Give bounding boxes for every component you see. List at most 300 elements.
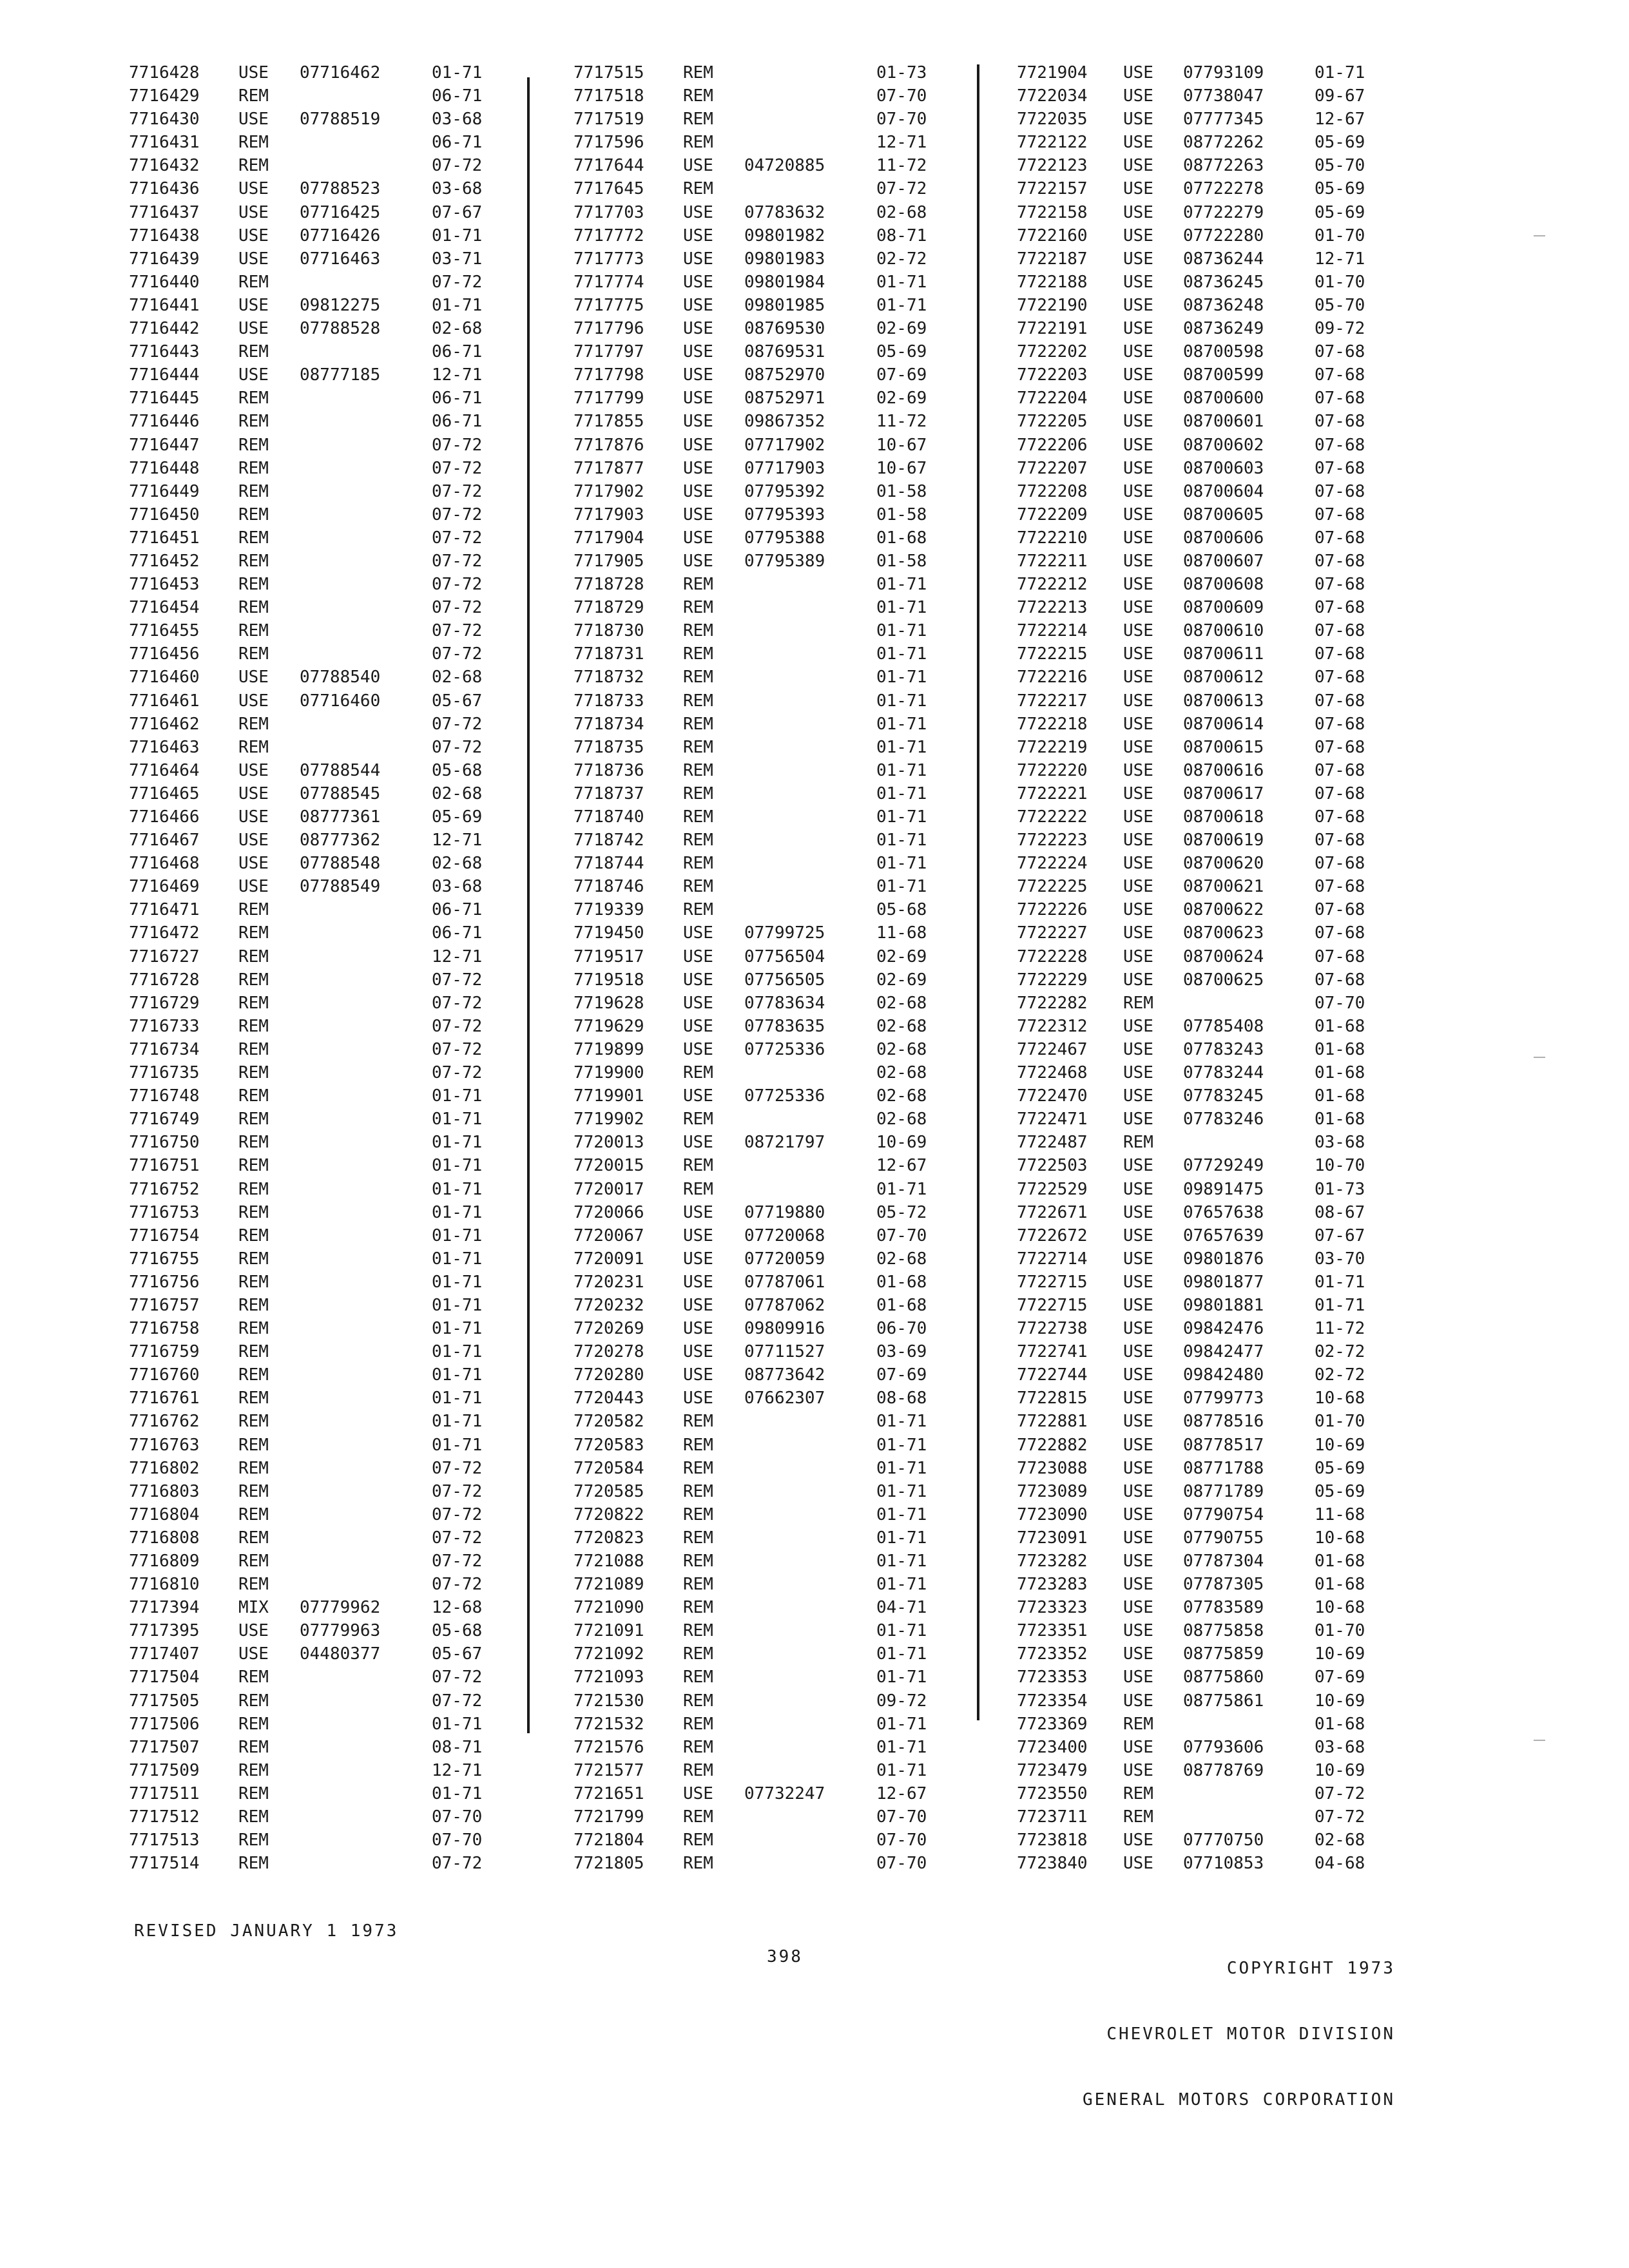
parts-row [129, 1526, 516, 1550]
action-code: USE [683, 1342, 713, 1362]
replacement-part-number: 07799773 [1183, 1389, 1264, 1408]
part-number: 7716438 [129, 226, 200, 245]
parts-row [1017, 1573, 1429, 1596]
parts-row [1017, 852, 1429, 875]
part-number: 7717799 [574, 389, 644, 408]
replacement-part-number: 07795388 [744, 528, 825, 548]
parts-row [1017, 1759, 1429, 1782]
effective-date: 03-68 [1315, 1737, 1365, 1757]
action-code: USE [683, 458, 713, 478]
effective-date: 01-71 [876, 691, 927, 711]
parts-row [574, 480, 960, 503]
part-number: 7718737 [574, 783, 644, 803]
replacement-part-number: 08777361 [300, 807, 381, 827]
effective-date: 09-72 [1315, 319, 1365, 339]
parts-row [129, 1271, 516, 1294]
part-number: 7723818 [1017, 1831, 1088, 1850]
part-number: 7719628 [574, 993, 644, 1013]
action-code: USE [1123, 1110, 1153, 1129]
parts-row [1017, 1596, 1429, 1619]
part-number: 7723351 [1017, 1621, 1088, 1641]
part-number: 7721530 [574, 1691, 644, 1711]
effective-date: 01-71 [1315, 63, 1365, 82]
replacement-part-number: 08700603 [1183, 458, 1264, 478]
part-number: 7717703 [574, 202, 644, 222]
effective-date: 01-71 [432, 1389, 483, 1408]
part-number: 7721576 [574, 1737, 644, 1757]
effective-date: 01-71 [876, 575, 927, 595]
effective-date: 12-71 [432, 831, 483, 850]
replacement-part-number: 08700599 [1183, 365, 1264, 385]
parts-row [129, 247, 516, 271]
parts-row [129, 480, 516, 503]
effective-date: 01-71 [876, 1179, 927, 1199]
part-number: 7716729 [129, 993, 200, 1013]
part-number: 7716442 [129, 319, 200, 339]
effective-date: 03-71 [432, 249, 483, 269]
part-number: 7718742 [574, 831, 644, 850]
part-number: 7722229 [1017, 970, 1088, 990]
part-number: 7716440 [129, 272, 200, 292]
effective-date: 06-71 [432, 342, 483, 362]
parts-row [129, 1317, 516, 1340]
part-number: 7722882 [1017, 1435, 1088, 1455]
replacement-part-number: 07716462 [300, 63, 381, 82]
effective-date: 07-68 [1315, 644, 1365, 664]
action-code: USE [1123, 1435, 1153, 1455]
action-code: USE [1123, 1598, 1153, 1618]
replacement-part-number: 07716426 [300, 226, 381, 245]
effective-date: 01-70 [1315, 272, 1365, 292]
effective-date: 07-72 [432, 993, 483, 1013]
part-number: 7722738 [1017, 1319, 1088, 1339]
part-number: 7720269 [574, 1319, 644, 1339]
effective-date: 01-71 [876, 831, 927, 850]
effective-date: 01-58 [876, 481, 927, 501]
parts-row [1017, 271, 1429, 294]
parts-row [1017, 1108, 1429, 1131]
part-number: 7721804 [574, 1831, 644, 1850]
effective-date: 01-71 [876, 737, 927, 757]
effective-date: 07-72 [432, 1552, 483, 1571]
action-code: USE [683, 1016, 713, 1036]
parts-row [574, 1434, 960, 1457]
parts-row [129, 1061, 516, 1084]
parts-row [574, 224, 960, 247]
part-number: 7720822 [574, 1504, 644, 1524]
effective-date: 01-71 [876, 807, 927, 827]
part-number: 7719517 [574, 947, 644, 966]
part-number: 7717507 [129, 1737, 200, 1757]
part-number: 7720582 [574, 1412, 644, 1432]
action-code: REM [238, 86, 269, 106]
effective-date: 05-67 [432, 1644, 483, 1664]
action-code: USE [238, 760, 269, 780]
effective-date: 05-69 [1315, 179, 1365, 199]
part-number: 7717905 [574, 551, 644, 571]
part-number: 7723089 [1017, 1481, 1088, 1501]
effective-date: 09-72 [876, 1691, 927, 1711]
effective-date: 04-68 [1315, 1854, 1365, 1874]
effective-date: 01-71 [876, 295, 927, 315]
action-code: REM [238, 1552, 269, 1571]
replacement-part-number: 08700601 [1183, 412, 1264, 432]
parts-row [574, 1736, 960, 1759]
replacement-part-number: 07788528 [300, 319, 381, 339]
action-code: USE [683, 1086, 713, 1106]
effective-date: 01-71 [876, 272, 927, 292]
parts-row [1017, 1271, 1429, 1294]
replacement-part-number: 07783246 [1183, 1110, 1264, 1129]
effective-date: 02-68 [876, 1110, 927, 1129]
part-number: 7720585 [574, 1481, 644, 1501]
action-code: USE [683, 435, 713, 455]
action-code: USE [1123, 1179, 1153, 1199]
action-code: REM [683, 1481, 713, 1501]
replacement-part-number: 07788545 [300, 783, 381, 803]
action-code: USE [1123, 365, 1153, 385]
action-code: USE [1123, 1202, 1153, 1222]
parts-row [129, 1759, 516, 1782]
action-code: USE [1123, 1644, 1153, 1664]
part-number: 7716802 [129, 1458, 200, 1478]
action-code: USE [1123, 1458, 1153, 1478]
replacement-part-number: 08700624 [1183, 947, 1264, 966]
part-number: 7716448 [129, 458, 200, 478]
effective-date: 02-68 [876, 1086, 927, 1106]
action-code: REM [238, 1202, 269, 1222]
part-number: 7716808 [129, 1528, 200, 1548]
part-number: 7717644 [574, 156, 644, 176]
parts-row [129, 1805, 516, 1829]
action-code: USE [238, 365, 269, 385]
effective-date: 07-68 [1315, 737, 1365, 757]
action-code: REM [238, 1667, 269, 1687]
parts-row [129, 1852, 516, 1875]
part-number: 7722157 [1017, 179, 1088, 199]
part-number: 7716461 [129, 691, 200, 711]
effective-date: 01-71 [876, 1412, 927, 1432]
effective-date: 01-71 [876, 877, 927, 897]
action-code: REM [238, 435, 269, 455]
part-number: 7722188 [1017, 272, 1088, 292]
part-number: 7722715 [1017, 1295, 1088, 1315]
action-code: USE [1123, 923, 1153, 943]
parts-row [129, 1782, 516, 1805]
effective-date: 01-71 [432, 1156, 483, 1176]
action-code: USE [1123, 156, 1153, 176]
action-code: REM [683, 1644, 713, 1664]
action-code: USE [1123, 1016, 1153, 1036]
effective-date: 07-68 [1315, 365, 1365, 385]
action-code: USE [683, 1225, 713, 1245]
part-number: 7723353 [1017, 1667, 1088, 1687]
effective-date: 07-67 [432, 202, 483, 222]
parts-row [129, 759, 516, 782]
copyright-line: GENERAL MOTORS CORPORATION [1083, 2090, 1395, 2109]
parts-row [1017, 619, 1429, 642]
replacement-part-number: 07795393 [744, 505, 825, 524]
effective-date: 07-72 [432, 1039, 483, 1059]
action-code: REM [1123, 993, 1153, 1013]
part-number: 7718730 [574, 621, 644, 641]
part-number: 7716464 [129, 760, 200, 780]
action-code: USE [1123, 1272, 1153, 1292]
replacement-part-number: 07795389 [744, 551, 825, 571]
parts-row [129, 898, 516, 921]
effective-date: 01-71 [1315, 1295, 1365, 1315]
parts-row [574, 1340, 960, 1363]
replacement-part-number: 07793606 [1183, 1737, 1264, 1757]
parts-row [1017, 945, 1429, 968]
scan-mark [1534, 1057, 1545, 1058]
parts-row [574, 1131, 960, 1154]
replacement-part-number: 09842480 [1183, 1365, 1264, 1385]
replacement-part-number: 08700604 [1183, 481, 1264, 501]
part-number: 7716753 [129, 1202, 200, 1222]
parts-row [574, 84, 960, 108]
parts-row [129, 619, 516, 642]
parts-row [1017, 503, 1429, 526]
part-number: 7719902 [574, 1110, 644, 1129]
effective-date: 01-70 [1315, 1621, 1365, 1641]
action-code: USE [1123, 1412, 1153, 1432]
part-number: 7722203 [1017, 365, 1088, 385]
part-number: 7716809 [129, 1552, 200, 1571]
part-number: 7717645 [574, 179, 644, 199]
parts-row [574, 642, 960, 666]
part-number: 7716452 [129, 551, 200, 571]
effective-date: 07-68 [1315, 435, 1365, 455]
replacement-part-number: 07722279 [1183, 202, 1264, 222]
parts-row [574, 1038, 960, 1061]
part-number: 7720823 [574, 1528, 644, 1548]
action-code: REM [683, 691, 713, 711]
effective-date: 11-72 [1315, 1319, 1365, 1339]
parts-row [1017, 84, 1429, 108]
effective-date: 07-70 [876, 1831, 927, 1850]
part-number: 7717515 [574, 63, 644, 82]
action-code: REM [683, 1714, 713, 1734]
action-code: REM [683, 1598, 713, 1618]
action-code: REM [238, 1319, 269, 1339]
action-code: REM [238, 1272, 269, 1292]
part-number: 7722191 [1017, 319, 1088, 339]
part-number: 7716759 [129, 1342, 200, 1362]
part-number: 7716750 [129, 1133, 200, 1153]
parts-row [129, 1224, 516, 1247]
parts-row [574, 1363, 960, 1387]
page-number: 398 [767, 1947, 803, 1966]
action-code: REM [238, 1225, 269, 1245]
effective-date: 01-71 [432, 295, 483, 315]
parts-row [129, 177, 516, 200]
effective-date: 01-71 [432, 1086, 483, 1106]
part-number: 7722282 [1017, 993, 1088, 1013]
parts-row [129, 945, 516, 968]
effective-date: 07-72 [432, 1691, 483, 1711]
action-code: USE [1123, 412, 1153, 432]
action-code: REM [683, 1667, 713, 1687]
part-number: 7722209 [1017, 505, 1088, 524]
part-number: 7722471 [1017, 1110, 1088, 1129]
part-number: 7718736 [574, 760, 644, 780]
replacement-part-number: 07783632 [744, 202, 825, 222]
replacement-part-number: 08721797 [744, 1133, 825, 1153]
action-code: USE [1123, 1854, 1153, 1874]
effective-date: 07-72 [432, 575, 483, 595]
part-number: 7722212 [1017, 575, 1088, 595]
parts-row [574, 619, 960, 642]
action-code: USE [683, 505, 713, 524]
effective-date: 02-69 [876, 319, 927, 339]
effective-date: 07-68 [1315, 970, 1365, 990]
action-code: REM [683, 877, 713, 897]
parts-row [574, 1550, 960, 1573]
parts-row [574, 294, 960, 317]
parts-row [129, 875, 516, 898]
revised-date: REVISED JANUARY 1 1973 [134, 1921, 399, 1941]
action-code: USE [683, 272, 713, 292]
parts-row [129, 84, 516, 108]
parts-row [1017, 1713, 1429, 1736]
part-number: 7722206 [1017, 435, 1088, 455]
replacement-part-number: 08775858 [1183, 1621, 1264, 1641]
replacement-part-number: 08773642 [744, 1365, 825, 1385]
effective-date: 02-72 [876, 249, 927, 269]
parts-row [574, 898, 960, 921]
action-code: USE [1123, 900, 1153, 920]
parts-row [1017, 550, 1429, 573]
effective-date: 02-68 [432, 319, 483, 339]
action-code: USE [1123, 1389, 1153, 1408]
action-code: REM [683, 854, 713, 874]
effective-date: 07-72 [432, 1854, 483, 1874]
effective-date: 01-71 [876, 1504, 927, 1524]
action-code: REM [238, 1389, 269, 1408]
part-number: 7718733 [574, 691, 644, 711]
replacement-part-number: 07722278 [1183, 179, 1264, 199]
action-code: USE [1123, 551, 1153, 571]
effective-date: 07-72 [432, 714, 483, 734]
parts-row [574, 945, 960, 968]
action-code: USE [1123, 691, 1153, 711]
parts-row [574, 131, 960, 154]
replacement-part-number: 08777362 [300, 831, 381, 850]
parts-row [129, 689, 516, 713]
replacement-part-number: 07793109 [1183, 63, 1264, 82]
effective-date: 07-72 [432, 505, 483, 524]
parts-row [129, 1550, 516, 1573]
effective-date: 07-68 [1315, 342, 1365, 362]
parts-row [1017, 1201, 1429, 1224]
effective-date: 05-69 [876, 342, 927, 362]
action-code: USE [238, 1621, 269, 1641]
action-code: REM [683, 1528, 713, 1548]
parts-row [574, 1457, 960, 1480]
replacement-part-number: 08775860 [1183, 1667, 1264, 1687]
part-number: 7722213 [1017, 598, 1088, 618]
parts-row [574, 1015, 960, 1038]
effective-date: 10-69 [1315, 1435, 1365, 1455]
replacement-part-number: 07756505 [744, 970, 825, 990]
parts-row [574, 1805, 960, 1829]
parts-row [574, 1317, 960, 1340]
part-number: 7716444 [129, 365, 200, 385]
parts-row [574, 921, 960, 945]
effective-date: 01-71 [876, 1481, 927, 1501]
part-number: 7717775 [574, 295, 644, 315]
effective-date: 01-68 [876, 528, 927, 548]
parts-row [1017, 1666, 1429, 1689]
action-code: REM [1123, 1783, 1153, 1803]
replacement-part-number: 07783634 [744, 993, 825, 1013]
part-number: 7722158 [1017, 202, 1088, 222]
parts-row [1017, 108, 1429, 131]
replacement-part-number: 07717902 [744, 435, 825, 455]
part-number: 7723352 [1017, 1644, 1088, 1664]
effective-date: 06-71 [432, 133, 483, 153]
effective-date: 02-69 [876, 389, 927, 408]
part-number: 7717506 [129, 1714, 200, 1734]
effective-date: 07-72 [432, 272, 483, 292]
action-code: REM [683, 1621, 713, 1641]
replacement-part-number: 04720885 [744, 156, 825, 176]
replacement-part-number: 07725336 [744, 1086, 825, 1106]
effective-date: 01-71 [432, 1202, 483, 1222]
part-number: 7716734 [129, 1039, 200, 1059]
part-number: 7717876 [574, 435, 644, 455]
part-number: 7716469 [129, 877, 200, 897]
replacement-part-number: 07783244 [1183, 1063, 1264, 1083]
parts-row [129, 1829, 516, 1852]
action-code: USE [1123, 63, 1153, 82]
part-number: 7721092 [574, 1644, 644, 1664]
effective-date: 01-71 [876, 1435, 927, 1455]
action-code: USE [683, 342, 713, 362]
action-code: REM [238, 1737, 269, 1757]
action-code: USE [1123, 110, 1153, 130]
action-code: REM [683, 179, 713, 199]
action-code: USE [238, 226, 269, 245]
part-number: 7717773 [574, 249, 644, 269]
replacement-part-number: 08775861 [1183, 1691, 1264, 1711]
replacement-part-number: 07716463 [300, 249, 381, 269]
action-code: REM [238, 947, 269, 966]
scan-mark [1534, 235, 1545, 236]
part-number: 7716761 [129, 1389, 200, 1408]
replacement-part-number: 07720068 [744, 1225, 825, 1245]
copyright-block [1031, 1914, 1395, 2133]
part-number: 7722715 [1017, 1272, 1088, 1292]
parts-row [129, 596, 516, 619]
effective-date: 07-68 [1315, 389, 1365, 408]
effective-date: 02-68 [1315, 1831, 1365, 1850]
effective-date: 07-68 [1315, 923, 1365, 943]
parts-row [1017, 1642, 1429, 1666]
parts-row [129, 805, 516, 829]
action-code: REM [238, 714, 269, 734]
replacement-part-number: 08700625 [1183, 970, 1264, 990]
effective-date: 10-68 [1315, 1598, 1365, 1618]
part-number: 7720017 [574, 1179, 644, 1199]
parts-row [574, 1061, 960, 1084]
parts-row [1017, 1247, 1429, 1271]
action-code: REM [238, 1435, 269, 1455]
part-number: 7716443 [129, 342, 200, 362]
part-number: 7718740 [574, 807, 644, 827]
action-code: USE [1123, 1737, 1153, 1757]
